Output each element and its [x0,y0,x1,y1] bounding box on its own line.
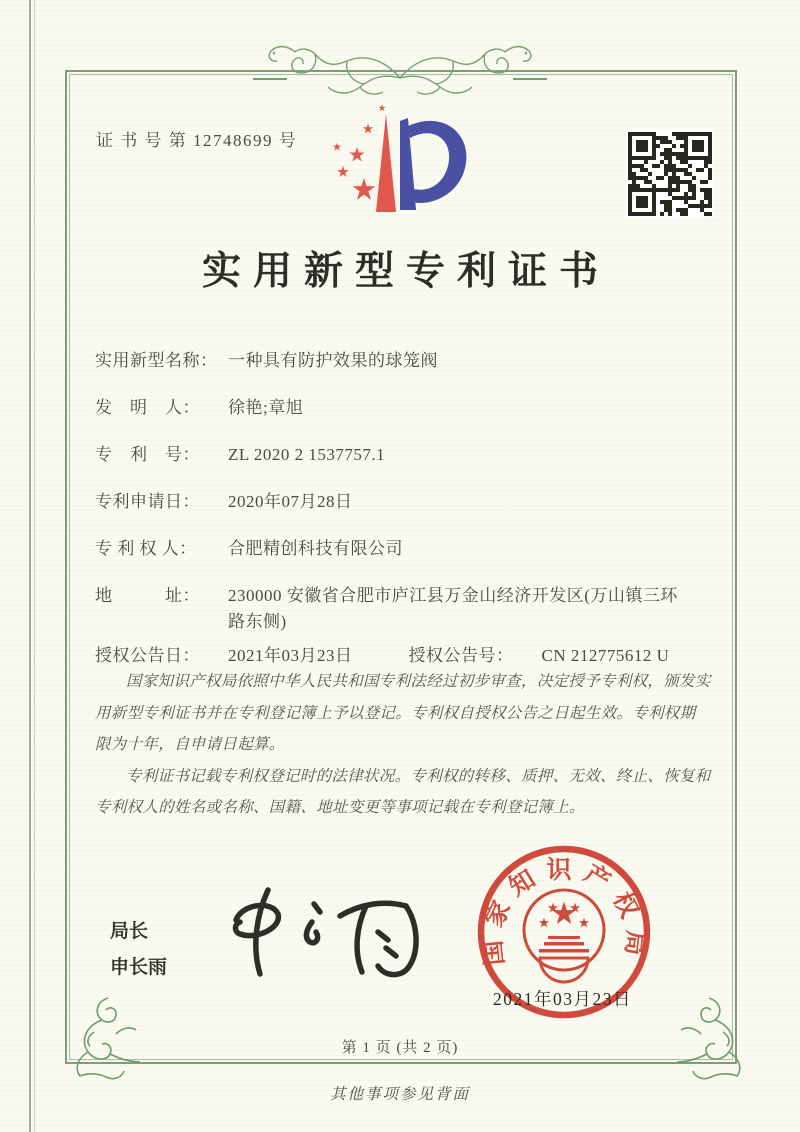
director-signature [208,876,438,986]
legal-text [95,666,711,824]
field-patent-number [95,442,683,468]
field-value: 徐艳;章旭 [228,398,304,417]
seal-text: 国家知识产权局 [478,856,650,967]
bibliographic-fields [95,348,683,690]
certificate-number: 证 书 号 第 12748699 号 [96,131,298,150]
field-address [95,583,683,635]
qr-code-modules [628,132,712,216]
field-value: 2020年07月28日 [228,492,353,511]
seal-date: 2021年03月23日 [493,989,632,1009]
field-label: 专 利 权 人： [95,539,197,558]
field-utility-model-name [95,348,683,374]
grant-number-value: CN 212775612 U [541,646,670,665]
field-label: 专利申请日： [95,492,200,511]
field-patentee [95,536,683,562]
top-flourish-ornament [253,42,547,104]
grant-date-value: 2021年03月23日 [228,646,353,665]
field-value: 合肥精创科技有限公司 [228,539,403,558]
field-inventors [95,395,683,421]
field-label: 实用新型名称： [95,351,218,370]
scanned-page-edge [29,0,35,1132]
field-filing-date [95,489,683,515]
back-side-note: 其他事项参见背面 [329,1086,470,1103]
field-label: 发 明 人： [95,398,200,417]
field-label: 专 利 号： [95,445,200,464]
legal-paragraph-1: 国家知识产权局依照中华人民共和国专利法经过初步审查，决定授予专利权，颁发实用新型专利证书并在专利登记簿上予以登记。专利权自授权公告之日起生效。专利权期限为十年，自申请日起算。 [95,673,711,753]
cnipa-logo-icon [320,96,485,241]
page-number: 第 1 页 (共 2 页) [341,1040,459,1056]
grant-number-label: 授权公告号： [408,646,514,665]
field-value: 230000 安徽省合肥市庐江县万金山经济开发区(万山镇三环路东侧) [228,586,678,631]
legal-paragraph-2: 专利证书记载专利权登记时的法律状况。专利权的转移、质押、无效、终止、恢复和专利权人的姓名或名称、国籍、地址变更等事项记载在专利登记簿上。 [95,767,711,816]
qr-code [626,130,714,218]
field-value: ZL 2020 2 1537757.1 [228,445,386,464]
director-title: 局长 [110,921,149,942]
director-name: 申长雨 [110,957,168,978]
director-block [110,914,167,986]
national-emblem-icon [524,890,604,982]
certificate-title: 实用新型专利证书 [201,250,610,293]
field-label: 地 址： [95,586,200,605]
grant-date-label: 授权公告日： [95,646,200,665]
field-value: 一种具有防护效果的球笼阀 [228,351,438,370]
